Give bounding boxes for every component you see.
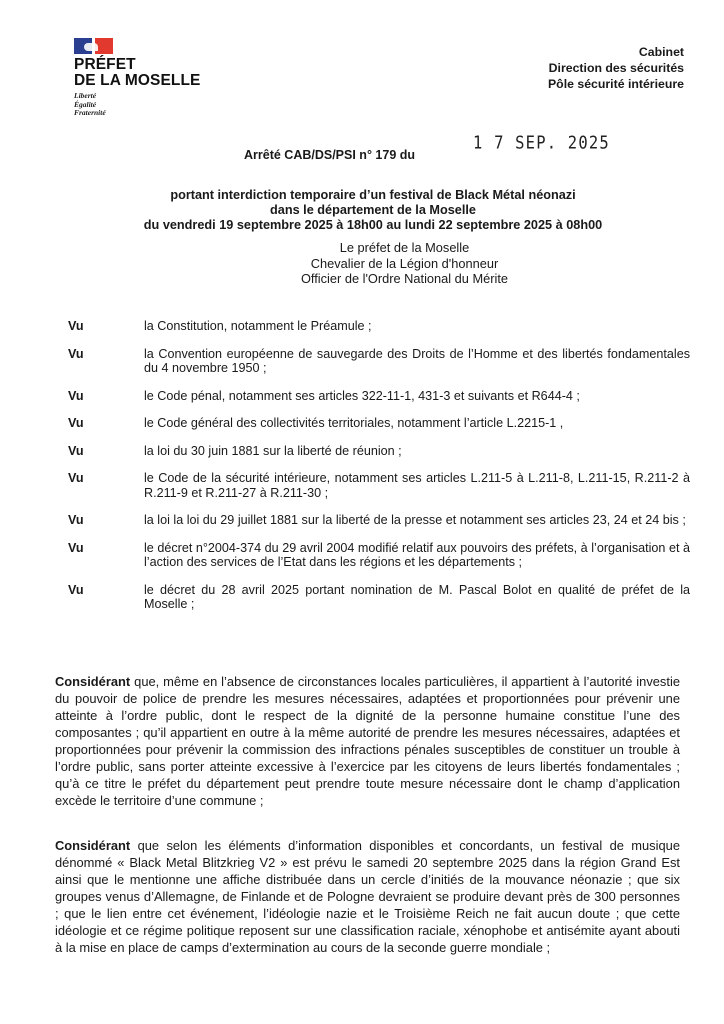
- considerant-keyword: Considérant: [55, 674, 131, 689]
- vu-text: le décret du 28 avril 2025 portant nomination de M. Pascal Bolot en qualité de préfet de la Moselle ;: [144, 582, 690, 611]
- date-stamp: 1 7 SEP. 2025: [473, 132, 610, 154]
- vu-item: [68, 347, 696, 376]
- vu-keyword: Vu: [68, 443, 84, 458]
- service-direction: Direction des sécurités: [548, 61, 684, 75]
- prefect-titles: [0, 240, 724, 287]
- considerant-text: que selon les éléments d’information disponibles et concordants, un festival de musique dénommé « Black Metal Blitzkrieg V2 » est prévu le samedi 20 septembre 2025 dans la région Grand Est ainsi que le mentionne une affiche distribuée dans un cercle d’initiés de la mouvance néonazie ; que six groupes venus d’Allemagne, de Finlande et de Pologne devraient se produire devant près de 300 personnes ; que le lien entre cet événement, l’idéologie nazie et le Troisième Reich ne fait aucun doute ; que cette idéologie et ce régime politique reposent sur une classification raciale, xénophobe et antisémite ayant abouti à la mise en place de camps d’extermination au cours de la seconde guerre mondiale ;: [55, 838, 680, 955]
- subject-line: portant interdiction temporaire d’un festival de Black Métal néonazi: [170, 188, 576, 202]
- vu-item: [68, 541, 696, 570]
- considerant-keyword: Considérant: [55, 838, 131, 853]
- vu-item: [68, 583, 696, 612]
- considerant-paragraph: [55, 673, 680, 809]
- vu-text: le Code pénal, notamment ses articles 322-11-1, 431-3 et suivants et R644-4 ;: [144, 388, 580, 403]
- issuing-service: [548, 44, 684, 92]
- vu-list: [68, 319, 696, 612]
- logo-title-line2: DE LA MOSELLE: [74, 72, 201, 89]
- subject-line: dans le département de la Moselle: [270, 203, 476, 217]
- vu-keyword: Vu: [68, 582, 84, 597]
- vu-keyword: Vu: [68, 346, 84, 361]
- republic-motto: [74, 92, 200, 118]
- vu-item: [68, 319, 696, 334]
- considerant-paragraph: [55, 837, 680, 956]
- vu-text: la Constitution, notamment le Préamule ;: [144, 319, 372, 333]
- vu-item: [68, 389, 696, 404]
- vu-keyword: Vu: [68, 540, 84, 555]
- arrete-title: Arrêté CAB/DS/PSI n° 179 du: [244, 148, 416, 162]
- arrete-subject: [0, 188, 724, 233]
- vu-keyword: Vu: [68, 388, 84, 403]
- prefect-line: Chevalier de la Légion d'honneur: [310, 255, 499, 271]
- logo-title: [74, 57, 200, 89]
- motto-liberte: Liberté: [74, 91, 97, 100]
- prefect-line: Officier de l'Ordre National du Mérite: [300, 271, 509, 286]
- vu-keyword: Vu: [68, 319, 84, 333]
- prefecture-logo: [74, 38, 200, 118]
- vu-text: le Code général des collectivités territoriales, notamment l’article L.2215-1 ,: [144, 416, 564, 430]
- vu-text: la loi du 30 juin 1881 sur la liberté de réunion ;: [144, 443, 402, 458]
- subject-line: du vendredi 19 septembre 2025 à 18h00 au lundi 22 septembre 2025 à 08h00: [143, 218, 603, 232]
- vu-keyword: Vu: [68, 416, 84, 430]
- vu-text: la loi la loi du 29 juillet 1881 sur la liberté de la presse et notamment ses articles 23, 24 et 24 bis ;: [144, 513, 686, 527]
- vu-item: [68, 416, 696, 431]
- flag-marianne-profile: [84, 43, 98, 51]
- motto-fraternite: Fraternité: [74, 108, 106, 117]
- vu-item: [68, 513, 696, 528]
- motto-egalite: Égalité: [74, 99, 97, 109]
- vu-item: [68, 471, 696, 500]
- vu-keyword: Vu: [68, 471, 84, 485]
- vu-text: le Code de la sécurité intérieure, notamment ses articles L.211-5 à L.211-8, L.211-15, R.211-2 à R.211-9 et R.211-27 à R.211-30 ;: [144, 471, 690, 500]
- logo-title-line1: PRÉFET: [74, 56, 136, 73]
- considerant-text: que, même en l’absence de circonstances locales particulières, il appartient à l’autorité investie du pouvoir de police de prendre les mesures nécessaires, adaptées et proportionnées pour prévenir une atteinte à l’ordre public, dont le respect de la dignité de la personne humaine constitue l’une des composantes ; qu’il appartient en outre à la même autorité de prendre les mesures nécessaires, adaptées et proportionnées pour prévenir la commission des infractions pénales susceptibles de constituer un trouble à l’ordre public, sans porter atteinte excessive à l’exercice par les citoyens de leurs libertés fondamentales ; qu’à ce titre le préfet du département peut prendre toute mesure nécessaire dont le champ d’application excède le territoire d’une commune ;: [55, 674, 680, 808]
- marianne-flag-icon: [74, 38, 114, 55]
- vu-keyword: Vu: [68, 513, 84, 527]
- prefect-line: Le préfet de la Moselle: [339, 240, 470, 255]
- service-cabinet: Cabinet: [638, 45, 684, 59]
- vu-item: [68, 444, 696, 459]
- vu-text: la Convention européenne de sauvegarde des Droits de l’Homme et des libertés fondamentales du 4 novembre 1950 ;: [144, 346, 690, 375]
- service-pole: Pôle sécurité intérieure: [547, 77, 684, 91]
- vu-text: le décret n°2004-374 du 29 avril 2004 modifié relatif aux pouvoirs des préfets, à l’organisation et à l’action des services de l’Etat dans les régions et les départements ;: [144, 540, 690, 569]
